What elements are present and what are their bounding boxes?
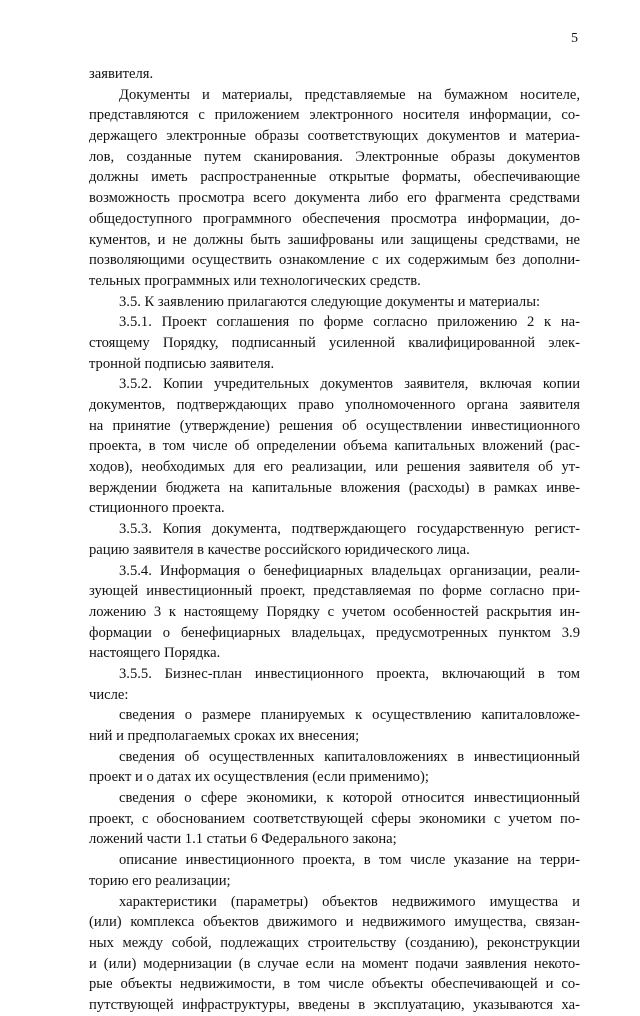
text-line: ний и предполагаемых сроках их внесения; [89, 728, 360, 744]
text-line: стоящему Порядку, подписанный усиленной квалифицированной элек- [89, 334, 580, 351]
text-line: сведения о сфере экономики, к которой относится инвестиционный [119, 790, 580, 807]
text-line: должны иметь распространенные открытые форматы, обеспечивающие [89, 169, 580, 186]
text-line: заявителя. [89, 66, 154, 82]
text-line: и (или) модернизации (в случае если на момент подачи заявления некото- [89, 955, 580, 972]
text-line: 3.5.1. Проект соглашения по форме согласно приложению 2 к на- [119, 314, 580, 331]
text-line: 3.5. К заявлению прилагаются следующие документы и материалы: [119, 293, 541, 310]
text-line: тельных программных или технологических средств. [89, 272, 421, 289]
text-line: 3.5.2. Копии учредительных документов заявителя, включая копии [119, 376, 580, 393]
text-line: кументов, и не должны быть зашифрованы или защищены средствами, не [89, 231, 580, 248]
text-line: возможность просмотра всего документа либо его фрагмента средствами [89, 190, 580, 207]
text-line: представляются с приложением электронного носителя информации, со- [89, 107, 580, 124]
text-line: ходов), необходимых для его реализации, или решения заявителя об ут- [89, 459, 580, 476]
text-line: (или) комплекса объектов движимого и недвижимого имущества, связан- [89, 914, 580, 931]
text-line: проект, с обоснованием соответствующей сферы экономики с учетом по- [89, 810, 580, 827]
text-line: рацию заявителя в качестве российского юридического лица. [89, 541, 470, 558]
text-line: на принятие (утверждение) решения об осуществлении инвестиционного [89, 417, 580, 434]
text-line: сведения об осуществленных капиталовложениях в инвестиционный [119, 748, 580, 765]
text-line: лов, созданные путем сканирования. Электронные образы документов [89, 148, 580, 165]
text-line: 3.5.3. Копия документа, подтверждающего государственную регист- [119, 521, 580, 538]
text-line: ложений части 1.1 статьи 6 Федерального закона; [89, 831, 397, 848]
text-line: документов, подтверждающих право уполномоченного органа заявителя [89, 397, 580, 413]
text-line: ных между собой, подлежащих строительству (созданию), реконструкции [89, 934, 580, 951]
text-line: ложению 3 к настоящему Порядку с учетом особенностей раскрытия ин- [89, 603, 580, 620]
text-line: описание инвестиционного проекта, в том числе указание на терри- [119, 852, 580, 869]
text-line: зующей инвестиционный проект, представляемая по форме согласно при- [89, 583, 580, 600]
text-line: стиционного проекта. [89, 500, 225, 517]
text-line: рые объекты недвижимости, в том числе объекты обеспечивающей и со- [89, 976, 580, 993]
text-line: 3.5.4. Информация о бенефициарных владельцах организации, реали- [119, 562, 580, 579]
text-line: формации о бенефициарных владельцах, предусмотренных пунктом 3.9 [89, 624, 580, 641]
text-line: 3.5.5. Бизнес-план инвестиционного проекта, включающий в том [119, 665, 580, 682]
text-line: проекта, в том числе об определении объема капитальных вложений (рас- [89, 438, 580, 455]
text-line: Документы и материалы, представляемые на бумажном носителе, [119, 86, 580, 103]
text-line: торию его реализации; [89, 872, 231, 889]
text-line: верждении бюджета на капитальные вложения (расходы) в рамках инве- [89, 479, 580, 496]
text-line: тронной подписью заявителя. [89, 355, 275, 372]
text-line: общедоступного программного обеспечения просмотра информации, до- [89, 210, 580, 227]
page-number: 5 [571, 31, 578, 46]
text-line: числе: [89, 686, 129, 703]
document-body [89, 64, 580, 1016]
text-line: характеристики (параметры) объектов недвижимого имущества и [119, 893, 580, 910]
text-line: проект и о датах их осуществления (если применимо); [89, 769, 429, 786]
text-line: сведения о размере планируемых к осуществлению капиталовложе- [119, 707, 580, 724]
text-line: держащего электронные образы соответствующих документов и материа- [89, 128, 580, 145]
text-line: настоящего Порядка. [89, 645, 221, 662]
text-line: путствующей инфраструктуры, введены в эксплуатацию, указываются ха- [89, 996, 580, 1013]
text-line: позволяющими осуществить ознакомление с их содержимым без дополни- [89, 252, 580, 269]
